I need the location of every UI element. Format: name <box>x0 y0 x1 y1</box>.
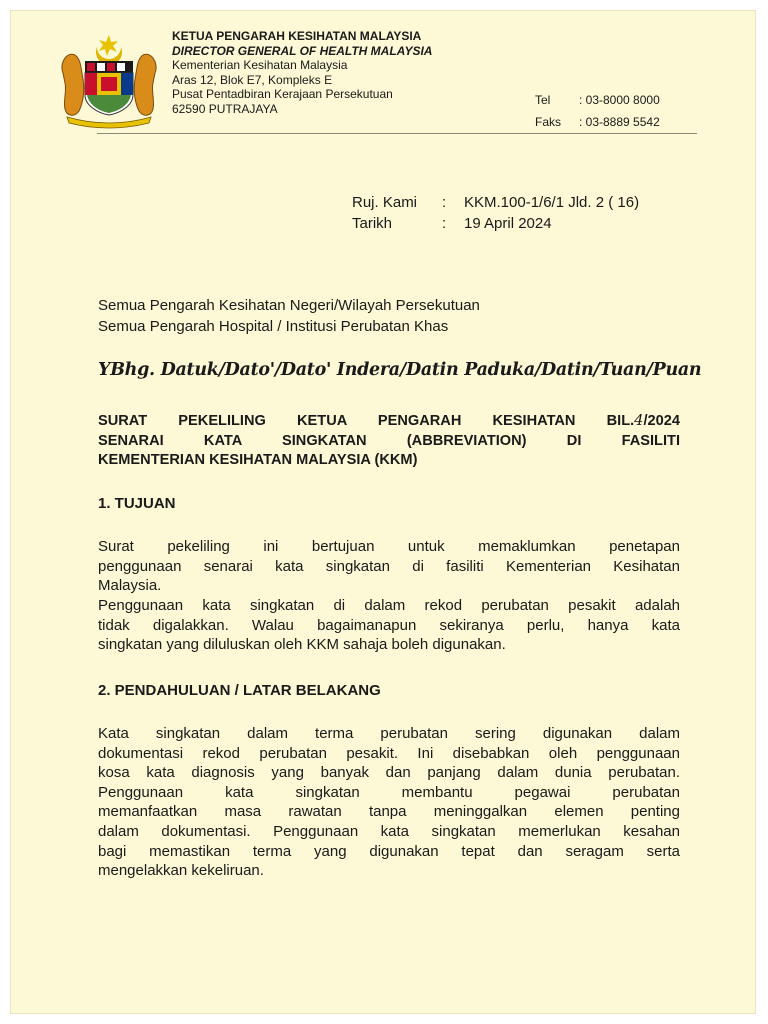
ruj-colon: : <box>442 194 447 211</box>
fax-value: : 03-8889 5542 <box>579 115 660 129</box>
subject-title <box>98 411 680 471</box>
recipient-line: Semua Pengarah Hospital / Institusi Perubatan Khas <box>98 318 449 335</box>
recipient-line: Semua Pengarah Kesihatan Negeri/Wilayah Persekutuan <box>98 297 480 314</box>
text-line: singkatan yang diluluskan oleh KKM sahaja boleh digunakan. <box>98 636 506 654</box>
text-line: memanfaatkan masa rawatan tanpa meninggalkan elemen penting <box>98 803 680 821</box>
address-line: Aras 12, Blok E7, Kompleks E <box>172 72 333 87</box>
letter-page <box>10 10 756 1014</box>
subject-line-1 <box>98 411 680 432</box>
tarikh-value: 19 April 2024 <box>464 215 552 232</box>
letterhead-title: KETUA PENGARAH KESIHATAN MALAYSIA <box>172 29 422 43</box>
section-2-paragraph <box>98 724 680 881</box>
address-line: Pusat Pentadbiran Kerajaan Persekutuan <box>172 87 393 101</box>
subject-line-3: KEMENTERIAN KESIHATAN MALAYSIA (KKM) <box>98 452 418 468</box>
letterhead-title-english: DIRECTOR GENERAL OF HEALTH MALAYSIA <box>172 43 433 58</box>
text-line: Surat pekeliling ini bertujuan untuk memaklumkan penetapan <box>98 538 680 555</box>
text-line: Penggunaan kata singkatan membantu pegawai perubatan <box>98 783 680 801</box>
letterhead-divider <box>97 133 697 134</box>
fax-label: Faks <box>535 115 562 129</box>
text-line: kosa kata diagnosis yang banyak dan panjang dalam dunia perubatan. <box>98 764 680 782</box>
subject-year: /2024 <box>643 413 680 429</box>
text-line: dalam dokumentasi. Penggunaan kata singkatan memerlukan kesahan <box>98 822 680 840</box>
tarikh-label: Tarikh <box>352 215 393 232</box>
text-line: bagi memastikan terma yang digunakan tepat dan seragam serta <box>98 842 680 860</box>
reference-block <box>352 192 639 234</box>
ruj-label: Ruj. Kami <box>352 194 418 211</box>
text-line: Kata singkatan dalam terma perubatan sering digunakan dalam <box>98 725 680 742</box>
subject-prefix: SURAT PEKELILING KETUA PENGARAH KESIHATAN BIL. <box>98 413 635 429</box>
text-line: penggunaan senarai kata singkatan di fasiliti Kementerian Kesihatan <box>98 557 680 575</box>
text-line: dokumentasi rekod perubatan pesakit. Ini disebabkan oleh penggunaan <box>98 744 680 762</box>
contact-block <box>535 89 660 133</box>
section-2-heading: 2. PENDAHULUAN / LATAR BELAKANG <box>98 682 381 699</box>
text-line: tidak digalakkan. Walau bagaimanapun sekiranya perlu, hanya kata <box>98 616 680 634</box>
section-1-heading: 1. TUJUAN <box>98 495 176 512</box>
subject-line-2: SENARAI KATA SINGKATAN (ABBREVIATION) DI FASILITI <box>98 432 680 449</box>
letterhead <box>172 29 432 116</box>
tel-label: Tel <box>535 93 551 107</box>
address-line: Kementerian Kesihatan Malaysia <box>172 58 348 72</box>
section-1-paragraph-1 <box>98 537 680 596</box>
text-line: Penggunaan kata singkatan di dalam rekod perubatan pesakit adalah <box>98 597 680 614</box>
section-1-paragraph-2 <box>98 596 680 655</box>
salutation: YBhg. Datuk/Dato'/Dato' Indera/Datin Paduka/Datin/Tuan/Puan <box>98 360 702 380</box>
text-line: mengelakkan kekeliruan. <box>98 862 264 880</box>
text-line: Malaysia. <box>98 577 162 595</box>
malaysia-coat-of-arms-icon <box>57 33 161 131</box>
tarikh-colon: : <box>442 215 447 232</box>
address-line: 62590 PUTRAJAYA <box>172 101 278 116</box>
tel-value: : 03-8000 8000 <box>579 93 660 107</box>
ruj-value: KKM.100-1/6/1 Jld. 2 ( 16) <box>464 194 640 211</box>
recipients <box>98 295 480 337</box>
circular-number: 4 <box>634 412 644 429</box>
